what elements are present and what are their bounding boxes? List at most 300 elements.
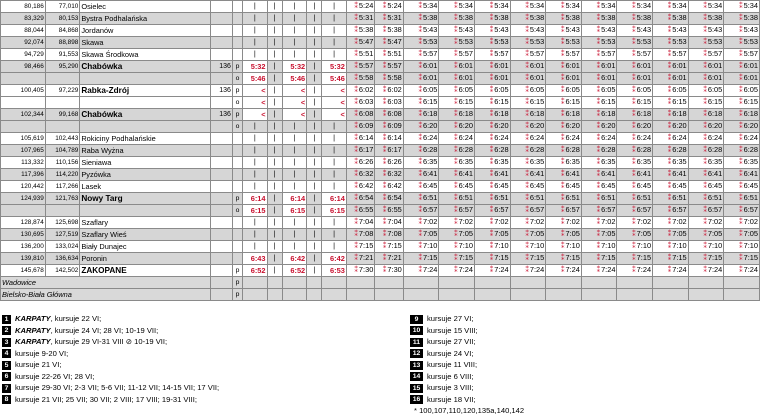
dot-marker: ⁑ [418, 135, 423, 142]
dot-marker: ⁑ [382, 219, 387, 226]
dot-marker: ⁑ [703, 255, 707, 262]
note-train-name: KARPATY [15, 325, 51, 335]
train-time-cell: | [282, 217, 306, 229]
km-total: 102,344 [1, 109, 46, 121]
train-time-cell: ⁑6:01 [510, 61, 546, 73]
dot-marker: ⁑ [525, 231, 529, 238]
train-time-cell: | [282, 49, 306, 61]
dot-marker: ⁑ [454, 267, 458, 274]
train-time-cell: ⁑6:45 [724, 181, 760, 193]
train-time-cell: < [282, 97, 306, 109]
dot-marker: ⁑ [525, 159, 529, 166]
station-name: Nowy Targ [80, 193, 210, 205]
train-time-cell: ⁑5:43 [581, 25, 617, 37]
train-time-cell: ⁑6:01 [510, 73, 546, 85]
km-section [45, 97, 80, 109]
train-time-cell: | [322, 121, 346, 133]
train-time-cell: | [267, 97, 282, 109]
train-time-cell: | [267, 253, 282, 265]
km-section [45, 121, 80, 133]
table-row [1, 145, 760, 157]
train-time-cell: ⁑7:15 [403, 253, 439, 265]
train-time-cell: ⁑6:35 [546, 157, 582, 169]
km-total: 128,874 [1, 217, 46, 229]
train-time-cell: ⁑7:24 [724, 265, 760, 277]
dot-marker: ⁑ [739, 267, 743, 274]
train-time-cell: 5:32 [282, 61, 306, 73]
train-time-cell: 6:42 [282, 253, 306, 265]
train-time-cell: ⁑5:57 [475, 49, 511, 61]
dot-marker: ⁑ [418, 51, 423, 58]
station-name: Wadowice [1, 277, 211, 289]
dot-marker: ⁑ [739, 243, 743, 250]
dot-marker: ⁑ [454, 159, 458, 166]
dot-marker: ⁑ [632, 51, 636, 58]
train-time-cell: ⁑5:38 [403, 13, 439, 25]
note-text: kursuje 21 VI; [15, 360, 62, 369]
km-section: 121,763 [45, 193, 80, 205]
train-time-cell: | [267, 73, 282, 85]
dot-marker: ⁑ [667, 123, 672, 130]
train-time-cell: ⁑6:54 [346, 193, 374, 205]
train-time-cell: ⁑5:24 [375, 1, 403, 13]
dot-marker: ⁑ [632, 195, 636, 202]
train-time-cell: | [267, 121, 282, 133]
train-time-cell: ⁑6:51 [439, 193, 475, 205]
train-time-cell: ⁑6:18 [688, 109, 724, 121]
station-name: Bielsko-Biała Główna [1, 289, 211, 301]
connecting-line [210, 145, 232, 157]
dot-marker: ⁑ [560, 219, 565, 226]
dot-marker: ⁑ [667, 159, 672, 166]
arr-dep-marker [232, 13, 242, 25]
train-time-cell: ⁑6:57 [724, 205, 760, 217]
note-item [410, 371, 524, 383]
train-time-cell: | [267, 241, 282, 253]
connecting-line [210, 121, 232, 133]
train-time-cell: | [267, 13, 282, 25]
dot-marker: ⁑ [382, 231, 387, 238]
arr-dep-marker [232, 253, 242, 265]
dot-marker: ⁑ [354, 267, 358, 274]
train-time-cell: ⁑6:14 [375, 133, 403, 145]
train-time-cell: ⁑5:38 [439, 13, 475, 25]
dot-marker: ⁑ [525, 63, 529, 70]
dot-marker: ⁑ [667, 135, 672, 142]
dot-marker: ⁑ [489, 135, 494, 142]
table-row [1, 13, 760, 25]
train-time-cell: ⁑6:41 [510, 169, 546, 181]
dot-marker: ⁑ [703, 183, 707, 190]
train-time-cell: ⁑6:18 [403, 109, 439, 121]
dot-marker: ⁑ [596, 111, 601, 118]
train-time-cell: ⁑7:05 [546, 229, 582, 241]
station-name: Raba Wyżna [80, 145, 210, 157]
dot-marker: ⁑ [703, 231, 707, 238]
dot-marker: ⁑ [382, 27, 387, 34]
dot-marker: ⁑ [525, 87, 529, 94]
train-time-cell: ⁑6:15 [724, 97, 760, 109]
train-time-cell: ⁑6:57 [581, 205, 617, 217]
train-time-cell: ⁑7:15 [724, 253, 760, 265]
train-time-cell: | [243, 13, 267, 25]
dot-marker: ⁑ [382, 183, 387, 190]
table-row [1, 241, 760, 253]
train-time-cell: ⁑6:51 [475, 193, 511, 205]
station-name: Skawa Środkowa [80, 49, 210, 61]
note-number: 11 [410, 338, 423, 347]
train-time-cell [282, 289, 306, 301]
train-time-cell: ⁑7:10 [617, 241, 653, 253]
km-total: 113,332 [1, 157, 46, 169]
train-time-cell [724, 289, 760, 301]
train-time-cell: | [267, 25, 282, 37]
note-item [410, 359, 524, 371]
connecting-line [210, 181, 232, 193]
dot-marker: ⁑ [382, 135, 387, 142]
dot-marker: ⁑ [596, 99, 601, 106]
train-time-cell: ⁑5:34 [653, 1, 689, 13]
train-time-cell: ⁑6:24 [724, 133, 760, 145]
dot-marker: ⁑ [354, 207, 358, 214]
train-time-cell: ⁑5:57 [403, 49, 439, 61]
dot-marker: ⁑ [632, 27, 636, 34]
arr-dep-marker: p [232, 277, 242, 289]
train-time-cell: | [307, 25, 322, 37]
train-time-cell: | [282, 169, 306, 181]
arr-dep-marker: p [232, 85, 242, 97]
dot-marker: ⁑ [596, 75, 601, 82]
train-time-cell: ⁑6:18 [546, 109, 582, 121]
connecting-line [210, 25, 232, 37]
dot-marker: ⁑ [560, 135, 565, 142]
table-row [1, 169, 760, 181]
train-time-cell: | [267, 181, 282, 193]
table-row [1, 277, 760, 289]
train-time-cell: ⁑6:24 [688, 133, 724, 145]
dot-marker: ⁑ [632, 75, 636, 82]
connecting-line [210, 13, 232, 25]
train-time-cell: | [282, 37, 306, 49]
note-number: 13 [410, 361, 423, 370]
train-time-cell: | [322, 1, 346, 13]
table-row [1, 205, 760, 217]
train-time-cell: ⁑6:01 [403, 73, 439, 85]
note-text: kursuje 24 VI; [427, 348, 474, 358]
table-row [1, 157, 760, 169]
dot-marker: ⁑ [739, 183, 743, 190]
train-time-cell: ⁑5:34 [439, 1, 475, 13]
train-time-cell [346, 289, 374, 301]
km-total: 145,678 [1, 265, 46, 277]
connecting-line [210, 169, 232, 181]
train-time-cell: ⁑5:58 [375, 73, 403, 85]
train-time-cell: 6:14 [243, 193, 267, 205]
note-item [410, 325, 524, 337]
dot-marker: ⁑ [703, 87, 707, 94]
dot-marker: ⁑ [525, 123, 529, 130]
dot-marker: ⁑ [489, 99, 494, 106]
dot-marker: ⁑ [667, 111, 672, 118]
connecting-line [210, 265, 232, 277]
note-text: kursuje 18 VII; [427, 394, 476, 404]
train-time-cell: ⁑6:08 [346, 109, 374, 121]
dot-marker: ⁑ [489, 111, 494, 118]
train-time-cell: ⁑6:42 [375, 181, 403, 193]
dot-marker: ⁑ [525, 99, 529, 106]
arr-dep-marker [232, 49, 242, 61]
dot-marker: ⁑ [525, 75, 529, 82]
dot-marker: ⁑ [632, 171, 636, 178]
train-time-cell: ⁑6:05 [403, 85, 439, 97]
train-time-cell: ⁑6:41 [439, 169, 475, 181]
connecting-line [210, 49, 232, 61]
dot-marker: ⁑ [489, 255, 494, 262]
arr-dep-marker: p [232, 193, 242, 205]
train-time-cell: 6:52 [282, 265, 306, 277]
train-time-cell: ⁑6:51 [546, 193, 582, 205]
train-time-cell: ⁑6:20 [724, 121, 760, 133]
dot-marker: ⁑ [454, 183, 458, 190]
train-time-cell: ⁑6:57 [403, 205, 439, 217]
train-time-cell: | [267, 61, 282, 73]
train-time-cell: < [243, 85, 267, 97]
train-time-cell: | [243, 229, 267, 241]
dot-marker: ⁑ [525, 111, 529, 118]
dot-marker: ⁑ [525, 135, 529, 142]
train-time-cell: | [307, 97, 322, 109]
train-time-cell: | [322, 133, 346, 145]
train-time-cell: | [243, 145, 267, 157]
km-total: 105,619 [1, 133, 46, 145]
train-time-cell: ⁑6:24 [439, 133, 475, 145]
km-section [45, 205, 80, 217]
dot-marker: ⁑ [703, 243, 707, 250]
train-time-cell: | [267, 1, 282, 13]
train-time-cell [267, 289, 282, 301]
train-time-cell: ⁑6:15 [617, 97, 653, 109]
km-section: 117,266 [45, 181, 80, 193]
train-time-cell: | [282, 229, 306, 241]
train-time-cell: | [322, 157, 346, 169]
train-time-cell: | [243, 121, 267, 133]
dot-marker: ⁑ [418, 87, 423, 94]
dot-marker: ⁑ [382, 195, 387, 202]
train-time-cell [617, 277, 653, 289]
train-time-cell: ⁑6:24 [475, 133, 511, 145]
train-time-cell [510, 277, 546, 289]
train-time-cell: ⁑7:05 [510, 229, 546, 241]
dot-marker: ⁑ [560, 99, 565, 106]
dot-marker: ⁑ [739, 135, 743, 142]
table-row [1, 73, 760, 85]
train-time-cell [375, 277, 403, 289]
note-number: 5 [2, 361, 11, 370]
train-time-cell: | [307, 181, 322, 193]
station-name: Poronin [80, 253, 210, 265]
train-time-cell: ⁑6:03 [375, 97, 403, 109]
dot-marker: ⁑ [525, 207, 529, 214]
train-time-cell: ⁑6:45 [688, 181, 724, 193]
train-time-cell: ⁑6:35 [475, 157, 511, 169]
train-time-cell: | [307, 85, 322, 97]
km-section: 104,789 [45, 145, 80, 157]
dot-marker: ⁑ [382, 99, 387, 106]
dot-marker: ⁑ [525, 15, 529, 22]
train-time-cell: | [307, 133, 322, 145]
table-row [1, 181, 760, 193]
train-time-cell: | [243, 157, 267, 169]
dot-marker: ⁑ [703, 219, 707, 226]
dot-marker: ⁑ [489, 195, 494, 202]
train-time-cell: ⁑6:03 [346, 97, 374, 109]
train-time-cell: ⁑6:01 [688, 61, 724, 73]
train-time-cell: | [307, 145, 322, 157]
note-item [410, 394, 524, 406]
train-time-cell: | [243, 217, 267, 229]
train-time-cell [375, 289, 403, 301]
dot-marker: ⁑ [382, 147, 387, 154]
dot-marker: ⁑ [382, 267, 387, 274]
dot-marker: ⁑ [632, 219, 636, 226]
dot-marker: ⁑ [560, 87, 565, 94]
train-time-cell: | [307, 121, 322, 133]
dot-marker: ⁑ [525, 51, 529, 58]
train-time-cell: ⁑6:18 [510, 109, 546, 121]
train-time-cell: ⁑6:45 [475, 181, 511, 193]
train-time-cell: ⁑6:28 [724, 145, 760, 157]
train-time-cell: ⁑6:18 [581, 109, 617, 121]
dot-marker: ⁑ [596, 195, 601, 202]
train-time-cell: ⁑5:43 [510, 25, 546, 37]
train-time-cell: ⁑6:45 [510, 181, 546, 193]
dot-marker: ⁑ [596, 135, 601, 142]
train-time-cell: | [243, 37, 267, 49]
dot-marker: ⁑ [525, 255, 529, 262]
train-time-cell: ⁑6:28 [581, 145, 617, 157]
note-number: 14 [410, 372, 423, 381]
station-name: Szaflary [80, 217, 210, 229]
train-time-cell: | [267, 205, 282, 217]
train-time-cell: ⁑6:32 [346, 169, 374, 181]
dot-marker: ⁑ [596, 3, 601, 10]
dot-marker: ⁑ [382, 3, 387, 10]
note-number: 7 [2, 384, 11, 393]
dot-marker: ⁑ [632, 207, 636, 214]
train-time-cell: ⁑6:28 [688, 145, 724, 157]
train-time-cell: ⁑6:05 [510, 85, 546, 97]
dot-marker: ⁑ [739, 27, 743, 34]
train-time-cell: ⁑7:05 [688, 229, 724, 241]
dot-marker: ⁑ [525, 243, 529, 250]
train-time-cell: ⁑5:38 [617, 13, 653, 25]
note-item [2, 394, 219, 406]
train-time-cell: ⁑7:10 [688, 241, 724, 253]
station-name: Chabówka [80, 109, 210, 121]
dot-marker: ⁑ [489, 159, 494, 166]
train-time-cell: | [307, 241, 322, 253]
dot-marker: ⁑ [489, 267, 494, 274]
dot-marker: ⁑ [596, 123, 601, 130]
note-number: 10 [410, 326, 423, 335]
dot-marker: ⁑ [667, 267, 672, 274]
train-time-cell: ⁑5:43 [439, 25, 475, 37]
dot-marker: ⁑ [418, 243, 423, 250]
note-item [410, 348, 524, 360]
dot-marker: ⁑ [596, 171, 601, 178]
train-time-cell [581, 277, 617, 289]
dot-marker: ⁑ [560, 231, 565, 238]
dot-marker: ⁑ [382, 159, 387, 166]
dot-marker: ⁑ [703, 147, 707, 154]
train-time-cell: ⁑7:05 [724, 229, 760, 241]
km-section: 97,229 [45, 85, 80, 97]
train-time-cell: | [267, 85, 282, 97]
km-total: 136,200 [1, 241, 46, 253]
dot-marker: ⁑ [454, 51, 458, 58]
train-time-cell: ⁑6:41 [403, 169, 439, 181]
note-train-name: KARPATY [15, 314, 51, 323]
train-time-cell: < [322, 85, 346, 97]
dot-marker: ⁑ [632, 183, 636, 190]
train-time-cell: ⁑5:34 [475, 1, 511, 13]
train-time-cell: ⁑6:57 [546, 205, 582, 217]
train-time-cell: ⁑5:38 [375, 25, 403, 37]
train-time-cell: | [282, 157, 306, 169]
connecting-line [210, 289, 232, 301]
train-time-cell: 5:32 [322, 61, 346, 73]
train-time-cell: | [267, 109, 282, 121]
train-time-cell: | [322, 241, 346, 253]
note-text: kursuje 9-20 VI; [15, 348, 69, 358]
arr-dep-marker [232, 25, 242, 37]
train-time-cell: ⁑5:57 [617, 49, 653, 61]
arr-dep-marker: p [232, 109, 242, 121]
train-time-cell: ⁑6:57 [439, 205, 475, 217]
dot-marker: ⁑ [382, 207, 387, 214]
train-time-cell: ⁑5:53 [653, 37, 689, 49]
train-time-cell: < [322, 97, 346, 109]
train-time-cell: ⁑5:53 [510, 37, 546, 49]
train-time-cell: | [267, 49, 282, 61]
km-total [1, 205, 46, 217]
train-time-cell: | [307, 37, 322, 49]
train-time-cell: ⁑6:15 [510, 97, 546, 109]
train-time-cell [617, 289, 653, 301]
connecting-line [210, 97, 232, 109]
dot-marker: ⁑ [739, 171, 743, 178]
dot-marker: ⁑ [354, 75, 358, 82]
arr-dep-marker: p [232, 61, 242, 73]
train-time-cell: ⁑6:18 [439, 109, 475, 121]
station-name [80, 205, 210, 217]
dot-marker: ⁑ [354, 15, 358, 22]
connecting-line [210, 157, 232, 169]
train-time-cell: ⁑6:20 [688, 121, 724, 133]
train-time-cell: 6:52 [243, 265, 267, 277]
dot-marker: ⁑ [667, 147, 672, 154]
dot-marker: ⁑ [418, 231, 423, 238]
train-time-cell [267, 277, 282, 289]
km-section: 80,153 [45, 13, 80, 25]
connecting-line [210, 253, 232, 265]
train-time-cell: ⁑6:09 [346, 121, 374, 133]
train-time-cell: ⁑7:02 [653, 217, 689, 229]
train-time-cell: ⁑7:04 [346, 217, 374, 229]
dot-marker: ⁑ [596, 51, 601, 58]
dot-marker: ⁑ [354, 27, 358, 34]
dot-marker: ⁑ [632, 39, 636, 46]
